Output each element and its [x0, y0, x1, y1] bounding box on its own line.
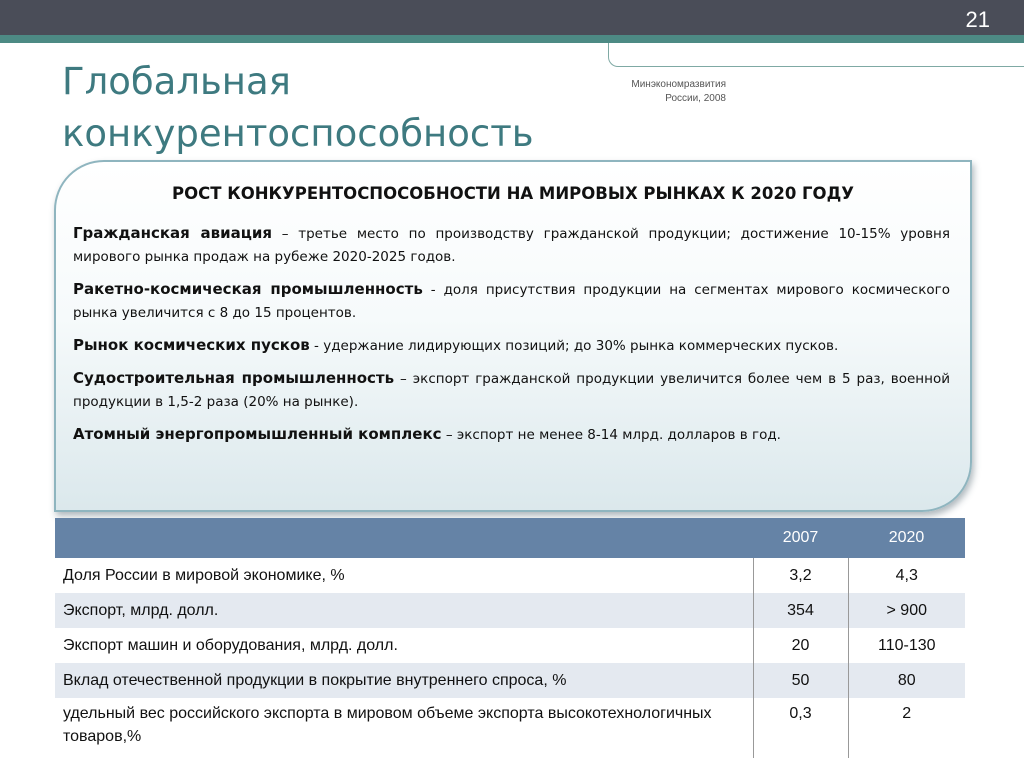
- card-item: [73, 423, 950, 447]
- value-2020-cell: 110-130: [848, 628, 965, 663]
- value-2020-cell: > 900: [848, 593, 965, 628]
- header-cell-2007: 2007: [753, 518, 848, 558]
- item-heading: Судостроительная промышленность: [73, 369, 395, 387]
- indicator-cell: Экспорт машин и оборудования, млрд. долл.: [55, 628, 753, 663]
- card-item: [73, 334, 950, 358]
- item-text: - доля присутствия продукции на сегментах мирового космического рынка увеличится с 8 до 15 процентов.: [73, 282, 950, 321]
- value-2020-cell: 4,3: [848, 558, 965, 593]
- value-2007-cell: 0,3: [753, 698, 848, 758]
- table-header-row: [55, 518, 965, 558]
- indicator-cell: удельный вес российского экспорта в мировом объеме экспорта высокотехнологичных товаров,%: [55, 698, 753, 758]
- table-row: [55, 558, 965, 593]
- indicator-cell: Вклад отечественной продукции в покрытие внутреннего спроса, %: [55, 663, 753, 698]
- card-item: [73, 278, 950, 325]
- item-text: – третье место по производству гражданской продукции; достижение 10-15% уровня мирового рынка продаж на рубеже 2020-2025 годов.: [73, 226, 950, 265]
- card-item: [73, 367, 950, 414]
- item-heading: Ракетно-космическая промышленность: [73, 280, 423, 298]
- table-row: [55, 663, 965, 698]
- value-2007-cell: 20: [753, 628, 848, 663]
- card-heading: РОСТ КОНКУРЕНТОСПОСОБНОСТИ НА МИРОВЫХ РЫНКАХ К 2020 ГОДУ: [171, 184, 854, 203]
- page-number: 21: [965, 7, 990, 32]
- item-heading: Рынок космических пусков: [73, 336, 310, 354]
- item-text: – экспорт не менее 8-14 млрд. долларов в год.: [441, 427, 781, 443]
- accent-stripe: [0, 35, 1024, 43]
- item-heading: Гражданская авиация: [73, 224, 272, 242]
- source-line: Минэкономразвития: [631, 79, 726, 90]
- page-title: Глобальная конкурентоспособность: [62, 60, 534, 155]
- forecast-table: [55, 518, 965, 758]
- item-heading: Атомный энергопромышленный комплекс: [73, 425, 442, 443]
- info-card: [54, 160, 972, 512]
- value-2020-cell: 2: [848, 698, 965, 758]
- corner-frame-decoration: [608, 43, 1024, 67]
- source-note: [620, 78, 726, 106]
- table-row: [55, 628, 965, 663]
- value-2007-cell: 354: [753, 593, 848, 628]
- card-items: [73, 222, 950, 456]
- value-2007-cell: 50: [753, 663, 848, 698]
- indicator-cell: Доля России в мировой экономике, %: [55, 558, 753, 593]
- value-2007-cell: 3,2: [753, 558, 848, 593]
- item-text: – экспорт гражданской продукции увеличится более чем в 5 раз, военной продукции в 1,5-2 раза (20% на рынке).: [73, 371, 950, 410]
- header-cell-indicator: [55, 518, 753, 558]
- table-row: [55, 698, 965, 758]
- source-line: России, 2008: [665, 93, 726, 104]
- card-item: [73, 222, 950, 269]
- table-row: [55, 593, 965, 628]
- indicator-cell: Экспорт, млрд. долл.: [55, 593, 753, 628]
- item-text: - удержание лидирующих позиций; до 30% рынка коммерческих пусков.: [309, 338, 839, 354]
- value-2020-cell: 80: [848, 663, 965, 698]
- header-cell-2020: 2020: [848, 518, 965, 558]
- top-bar: [0, 0, 1024, 35]
